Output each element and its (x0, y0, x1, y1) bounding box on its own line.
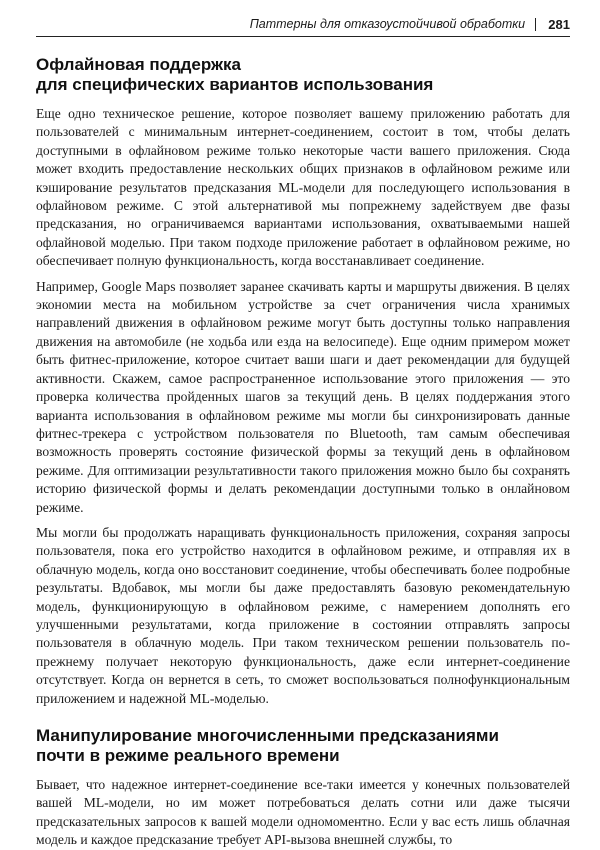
section-heading-line: почти в режиме реального времени (36, 746, 340, 765)
section-heading-line: Манипулирование многочисленными предсказаниями (36, 726, 499, 745)
running-head-title: Паттерны для отказоустойчивой обработки (249, 17, 526, 31)
body-paragraph: Например, Google Maps позволяет заранее скачивать карты и маршруты движения. В целях экономии места на мобильном устройстве за счет ограничения числа хранимых направлений движения в офлайновом режиме могут быть доступны только направления движения на автомобиле (не ходьба или езда на велосипеде). Еще одним примером может быть фитнес-приложение, которое считает ваши шаги и дает рекомендации для будущей активности. Скажем, самое распространенное использование этого приложения — это проверка количества пройденных шагов за текущий день. В целях поддержания этого варианта использования в офлайновом режиме мы могли бы синхронизировать данные фитнес-трекера с устройством пользователя по Bluetooth, там самым обеспечивая возможность проверять состояние физической формы за текущий день в офлайновом режиме. Для оптимизации результативности такого приложения можно было бы сохранять историю физической формы и делать рекомендации доступными только в онлайновом режиме. (36, 278, 570, 515)
section-heading-line: Офлайновая поддержка (36, 55, 241, 74)
body-paragraph: Бывает, что надежное интернет-соединение все-таки имеется у конечных пользователей вашей ML-модели, но им может потребоваться делать сотни или даже тысячи предсказательных запросов к вашей модели одномоментно. Если у вас есть лишь облачная модель и каждое предсказание требует API-вызова внешней службы, то (36, 777, 570, 848)
body-paragraph: Мы могли бы продолжать наращивать функциональность приложения, сохраняя запросы пользователя, пока его устройство находится в офлайновом режиме, и отправляя их в облачную модель, когда оно восстановит соединение, чтобы обеспечивать более подробные результаты. Вдобавок, мы могли бы даже предоставлять базовую рекомендательную модель, функционирующую в офлайновом режиме, с намерением дополнять его улучшенными результатами, когда приложение в состоянии отправлять запросы пользователя в облачную модель. При таком техническом решении пользователь по-прежнему получает некоторую функциональность, даже если интернет-соединение отсутствует. Когда он вернется в сеть, то сможет воспользоваться полнофункциональным приложением и надежной ML-моделью. (36, 524, 570, 706)
section-heading-offline-support (36, 55, 570, 95)
section-heading-many-predictions (36, 726, 570, 766)
page-number: 281 (548, 16, 570, 32)
body-paragraph: Еще одно техническое решение, которое позволяет вашему приложению работать для пользователей с минимальным интернет-соединением, состоит в том, чтобы делать доступными в офлайновом режиме только некоторые части вашего приложения. Сюда может входить предоставление нескольких общих признаков в офлайновом режиме или кэширование результатов предсказания ML-модели для последующего использования в офлайновом режиме. С этой альтернативой мы попрежнему задействуем две фазы предсказания, но ограничиваемся вариантами использования, охватываемыми нашей офлайновой моделью. При таком подходе приложение работает в офлайновом режиме, но обеспечивает полную функциональность, когда восстанавливает соединение. (36, 106, 570, 269)
running-head-separator (535, 18, 536, 31)
section-heading-line: для специфических вариантов использования (36, 75, 434, 94)
book-page (36, 14, 570, 848)
running-head (36, 14, 570, 37)
